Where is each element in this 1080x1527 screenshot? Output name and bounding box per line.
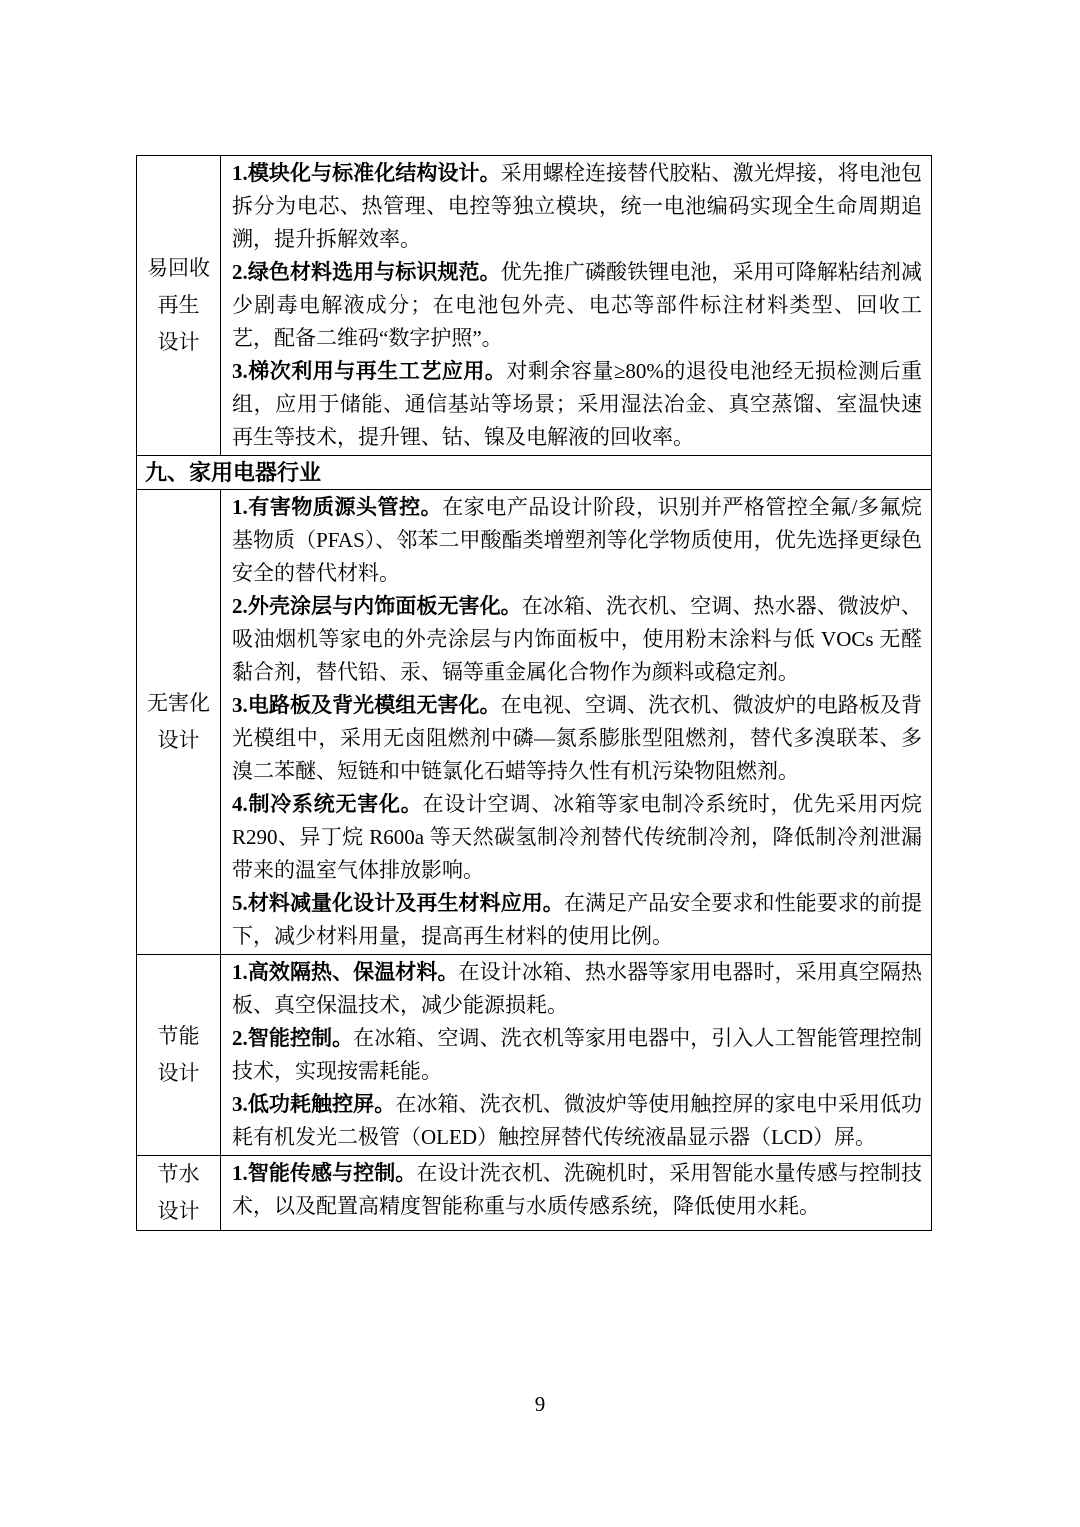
item-title: 2.外壳涂层与内饰面板无害化。 — [232, 594, 522, 618]
category-label-recyclable — [137, 156, 221, 456]
item-body: 在电视、空调、洗衣机、微波炉的电路板及背光模组中，采用无卤阻燃剂中磷—氮系膨胀型阻燃剂，替代多溴联苯、多溴二苯醚、短链和中链氯化石蜡等持久性有机污染物阻燃剂。 — [232, 693, 923, 783]
item-title: 3.梯次利用与再生工艺应用。 — [232, 359, 507, 383]
item-title: 1.有害物质源头管控。 — [232, 495, 443, 519]
item-title: 1.智能传感与控制。 — [232, 1161, 417, 1185]
item-body: 对剩余容量≥80%的退役电池经无损检测后重组，应用于储能、通信基站等场景；采用湿法冶金、真空蒸馏、室温快速再生等技术，提升锂、钴、镍及电解液的回收率。 — [232, 359, 922, 449]
item-paragraph — [232, 1157, 922, 1223]
category-label-line: 设计 — [157, 1061, 200, 1085]
category-label-line: 节水 — [157, 1162, 200, 1186]
item-body: 在冰箱、洗衣机、空调、热水器、微波炉、吸油烟机等家电的外壳涂层与内饰面板中，使用粉末涂料与低 VOCs 无醛黏合剂，替代铅、汞、镉等重金属化合物作为颜料或稳定剂。 — [232, 594, 922, 684]
item-paragraph — [232, 956, 922, 1022]
item-paragraph — [232, 491, 922, 590]
category-content-energy-saving — [221, 955, 932, 1156]
item-body: 在设计洗衣机、洗碗机时，采用智能水量传感与控制技术，以及配置高精度智能称重与水质传感系统，降低使用水耗。 — [232, 1161, 923, 1218]
category-content-harmless — [221, 490, 932, 955]
category-label-harmless — [137, 490, 221, 955]
category-label-line: 设计 — [157, 1199, 200, 1223]
table-row-water-saving-design — [137, 1156, 932, 1231]
item-paragraph — [232, 1088, 922, 1154]
category-label-line: 节能 — [157, 1024, 200, 1048]
category-label-line: 设计 — [157, 330, 200, 354]
item-body: 在满足产品安全要求和性能要求的前提下，减少材料用量，提高再生材料的使用比例。 — [232, 891, 922, 948]
item-body: 采用螺栓连接替代胶粘、激光焊接，将电池包拆分为电芯、热管理、电控等独立模块，统一电池编码实现全生命周期追溯，提升拆解效率。 — [232, 161, 923, 251]
category-label-line: 再生 — [157, 293, 200, 317]
item-title: 2.智能控制。 — [232, 1026, 354, 1050]
item-title: 4.制冷系统无害化。 — [232, 792, 423, 816]
category-label-line: 易回收 — [147, 256, 210, 280]
category-content-recyclable — [221, 156, 932, 456]
item-paragraph — [232, 256, 922, 355]
category-content-water-saving — [221, 1156, 932, 1231]
item-title: 3.低功耗触控屏。 — [232, 1092, 396, 1116]
category-label-energy-saving — [137, 955, 221, 1156]
item-title: 1.高效隔热、保温材料。 — [232, 960, 459, 984]
item-paragraph — [232, 887, 922, 953]
item-body: 在家电产品设计阶段，识别并严格管控全氟/多氟烷基物质（PFAS）、邻苯二甲酸酯类增塑剂等化学物质使用，优先选择更绿色安全的替代材料。 — [232, 495, 923, 585]
item-paragraph — [232, 689, 922, 788]
category-label-line: 无害化 — [147, 691, 210, 715]
item-body: 优先推广磷酸铁锂电池，采用可降解粘结剂减少剧毒电解液成分；在电池包外壳、电芯等部件标注材料类型、回收工艺，配备二维码“数字护照”。 — [232, 260, 923, 350]
item-paragraph — [232, 788, 922, 887]
category-label-line: 设计 — [157, 728, 200, 752]
item-paragraph — [232, 1022, 922, 1088]
table-row-energy-saving-design — [137, 955, 932, 1156]
item-paragraph — [232, 590, 922, 689]
table-row-section-header — [137, 456, 932, 490]
table-row-harmless-design — [137, 490, 932, 955]
table-row-recyclable-design — [137, 156, 932, 456]
item-title: 5.材料减量化设计及再生材料应用。 — [232, 891, 564, 915]
item-body: 在设计空调、冰箱等家电制冷系统时，优先采用丙烷 R290、异丁烷 R600a 等天然碳氢制冷剂替代传统制冷剂，降低制冷剂泄漏带来的温室气体排放影响。 — [232, 792, 922, 882]
item-body: 在设计冰箱、热水器等家用电器时，采用真空隔热板、真空保温技术，减少能源损耗。 — [232, 960, 923, 1017]
item-title: 1.模块化与标准化结构设计。 — [232, 161, 501, 185]
section-header: 九、家用电器行业 — [137, 456, 932, 490]
page-number: 9 — [534, 1392, 546, 1416]
green-design-table — [136, 155, 932, 1231]
item-body: 在冰箱、空调、洗衣机等家用电器中，引入人工智能管理控制技术，实现按需耗能。 — [232, 1026, 922, 1083]
item-body: 在冰箱、洗衣机、微波炉等使用触控屏的家电中采用低功耗有机发光二极管（OLED）触控屏替代传统液晶显示器（LCD）屏。 — [232, 1092, 922, 1149]
item-title: 2.绿色材料选用与标识规范。 — [232, 260, 501, 284]
item-paragraph — [232, 157, 922, 256]
item-paragraph — [232, 355, 922, 454]
item-title: 3.电路板及背光模组无害化。 — [232, 693, 501, 717]
category-label-water-saving — [137, 1156, 221, 1231]
